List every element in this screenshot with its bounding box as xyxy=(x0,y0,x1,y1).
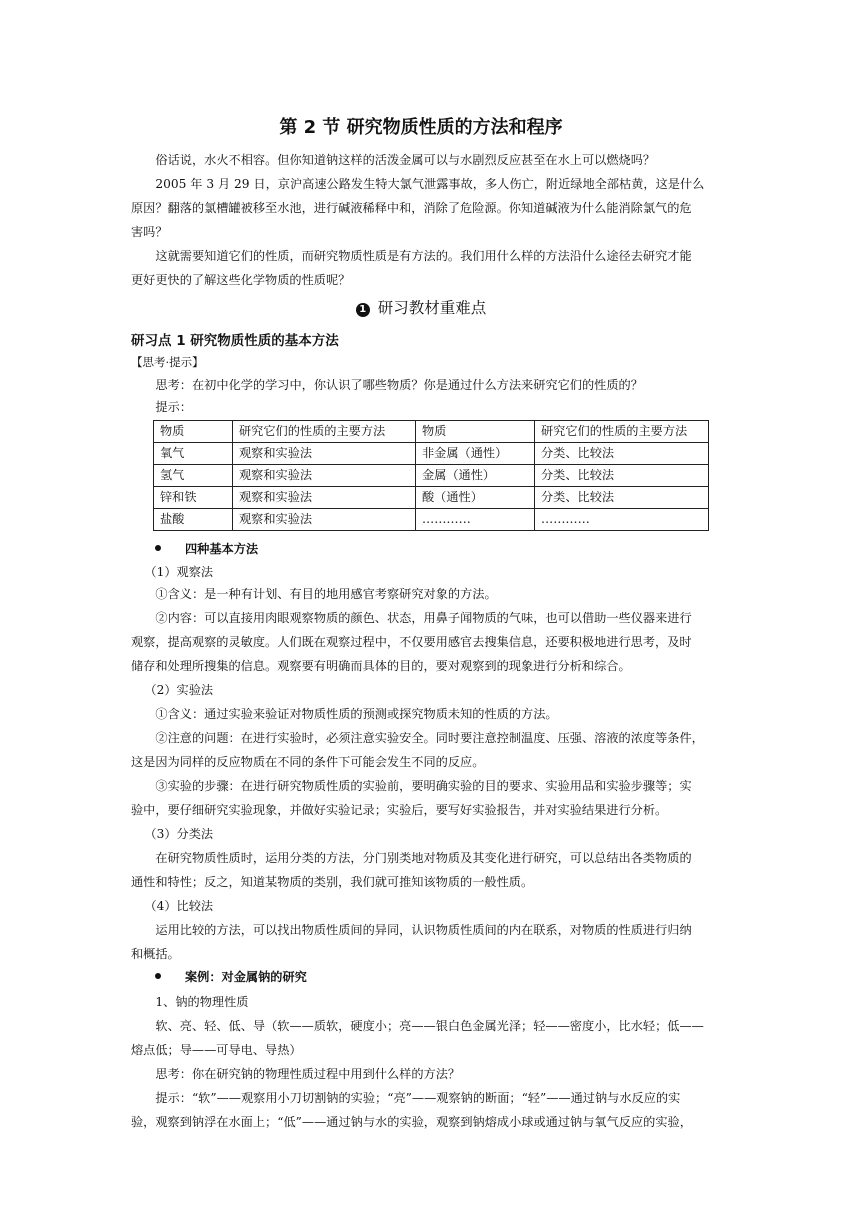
bullet-text: 案例：对金属钠的研究 xyxy=(185,970,307,984)
body-line: 在研究物质性质时，运用分类的方法，分门别类地对物质及其变化进行研究，可以总结出各类物质的 xyxy=(155,851,692,865)
body-line: ③实验的步骤：在进行研究物质性质的实验前，要明确实验的目的要求、实验用品和实验步骤等；实 xyxy=(155,779,692,793)
table-cell: 氧气 xyxy=(154,443,233,465)
intro-line: 这就需要知道它们的性质，而研究物质性质是有方法的。我们用什么样的方法沿什么途径去研究才能 xyxy=(155,249,692,263)
body-line: 运用比较的方法，可以找出物质性质间的异同，认识物质性质间的内在联系，对物质的性质进行归纳 xyxy=(155,923,692,937)
point-heading: 研习点 1 研究物质性质的基本方法 xyxy=(131,333,339,349)
table-cell: 锌和铁 xyxy=(154,487,233,509)
methods-bullet xyxy=(155,538,258,560)
intro-line: 更好更快的了解这些化学物质的性质呢？ xyxy=(131,273,351,287)
intro-line: 俗话说，水火不相容。但你知道钠这样的活泼金属可以与水剧烈反应甚至在水上可以燃烧吗？ xyxy=(155,153,656,167)
table-cell: ………… xyxy=(416,509,535,531)
body-line: （3）分类法 xyxy=(144,827,214,841)
table-row xyxy=(154,421,709,443)
body-line: 1、钠的物理性质 xyxy=(155,995,249,1009)
table-row xyxy=(154,487,709,509)
bullet-dot-icon xyxy=(155,973,161,979)
body-line: 熔点低；导——可导电、导热） xyxy=(131,1043,302,1057)
body-line: 验中，要仔细研究实验现象，并做好实验记录；实验后，要写好实验报告，并对实验结果进行分析。 xyxy=(131,803,668,817)
table-cell: ………… xyxy=(535,509,709,531)
table-cell: 盐酸 xyxy=(154,509,233,531)
table-row xyxy=(154,509,709,531)
body-line: ②内容：可以直接用肉眼观察物质的颜色、状态，用鼻子闻物质的气味，也可以借助一些仪器来进行 xyxy=(155,611,692,625)
think-hint-tag: 【思考·提示】 xyxy=(131,355,204,369)
body-line: 这是因为同样的反应物质在不同的条件下可能会发生不同的反应。 xyxy=(131,755,485,769)
table-row xyxy=(154,465,709,487)
methods-table xyxy=(153,420,709,531)
body-line: （1）观察法 xyxy=(144,565,214,579)
intro-line: 害吗？ xyxy=(131,225,168,239)
table-cell: 氢气 xyxy=(154,465,233,487)
table-cell: 物质 xyxy=(154,421,233,443)
question: 思考：在初中化学的学习中，你认识了哪些物质？你是通过什么方法来研究它们的性质的？ xyxy=(155,378,643,392)
case-bullet xyxy=(155,966,307,988)
body-line: 和概括。 xyxy=(131,947,180,961)
table-cell: 观察和实验法 xyxy=(233,509,416,531)
body-line: ①含义：通过实验来验证对物质性质的预测或探究物质未知的性质的方法。 xyxy=(155,707,558,721)
body-line: 储存和处理所搜集的信息。观察要有明确而具体的目的，要对观察到的现象进行分析和综合。 xyxy=(131,659,631,673)
table-cell: 分类、比较法 xyxy=(535,487,709,509)
table-cell: 研究它们的性质的主要方法 xyxy=(233,421,416,443)
section-heading xyxy=(131,296,711,320)
table-cell: 分类、比较法 xyxy=(535,465,709,487)
body-line: （2）实验法 xyxy=(144,683,214,697)
section-title: 研习教材重难点 xyxy=(377,299,487,317)
table-cell: 酸（通性） xyxy=(416,487,535,509)
bullet-dot-icon xyxy=(155,545,161,551)
intro-line: 2005 年 3 月 29 日，京沪高速公路发生特大氯气泄露事故，多人伤亡，附近绿地全部枯黄，这是什么 xyxy=(155,177,705,191)
table-row xyxy=(154,443,709,465)
section-number: 1 xyxy=(356,303,370,317)
body-line: ②注意的问题：在进行实验时，必须注意实验安全。同时要注意控制温度、压强、溶液的浓度等条件， xyxy=(155,731,704,745)
table-cell: 观察和实验法 xyxy=(233,465,416,487)
table-cell: 金属（通性） xyxy=(416,465,535,487)
table-cell: 分类、比较法 xyxy=(535,443,709,465)
intro-line: 原因？翻落的氯槽罐被移至水池，进行碱液稀释中和，消除了危险源。你知道碱液为什么能消除氯气的危 xyxy=(131,201,692,215)
table-cell: 观察和实验法 xyxy=(233,487,416,509)
body-line: 通性和特性；反之，知道某物质的类别，我们就可推知该物质的一般性质。 xyxy=(131,875,534,889)
table-cell: 非金属（通性） xyxy=(416,443,535,465)
body-line: 提示：“软”——观察用小刀切割钠的实验；“亮”——观察钠的断面；“轻”——通过钠与水反应的实 xyxy=(155,1091,681,1105)
body-line: 观察，提高观察的灵敏度。人们既在观察过程中，不仅要用感官去搜集信息，还要积极地进行思考，及时 xyxy=(131,635,692,649)
body-line: 验，观察到钠浮在水面上；“低”——通过钠与水的实验，观察到钠熔成小球或通过钠与氧气反应的实验， xyxy=(131,1115,692,1129)
table-cell: 物质 xyxy=(416,421,535,443)
body-line: 软、亮、轻、低、导（软——质软，硬度小；亮——银白色金属光泽；轻——密度小，比水轻；低—— xyxy=(155,1019,704,1033)
body-line: ①含义：是一种有计划、有目的地用感官考察研究对象的方法。 xyxy=(155,587,497,601)
bullet-text: 四种基本方法 xyxy=(185,542,259,556)
table-cell: 观察和实验法 xyxy=(233,443,416,465)
table-cell: 研究它们的性质的主要方法 xyxy=(535,421,709,443)
body-line: （4）比较法 xyxy=(144,899,214,913)
hint-label: 提示： xyxy=(155,400,192,414)
page-title: 第 2 节 研究物质性质的方法和程序 xyxy=(279,117,563,138)
body-line: 思考：你在研究钠的物理性质过程中用到什么样的方法？ xyxy=(155,1067,461,1081)
